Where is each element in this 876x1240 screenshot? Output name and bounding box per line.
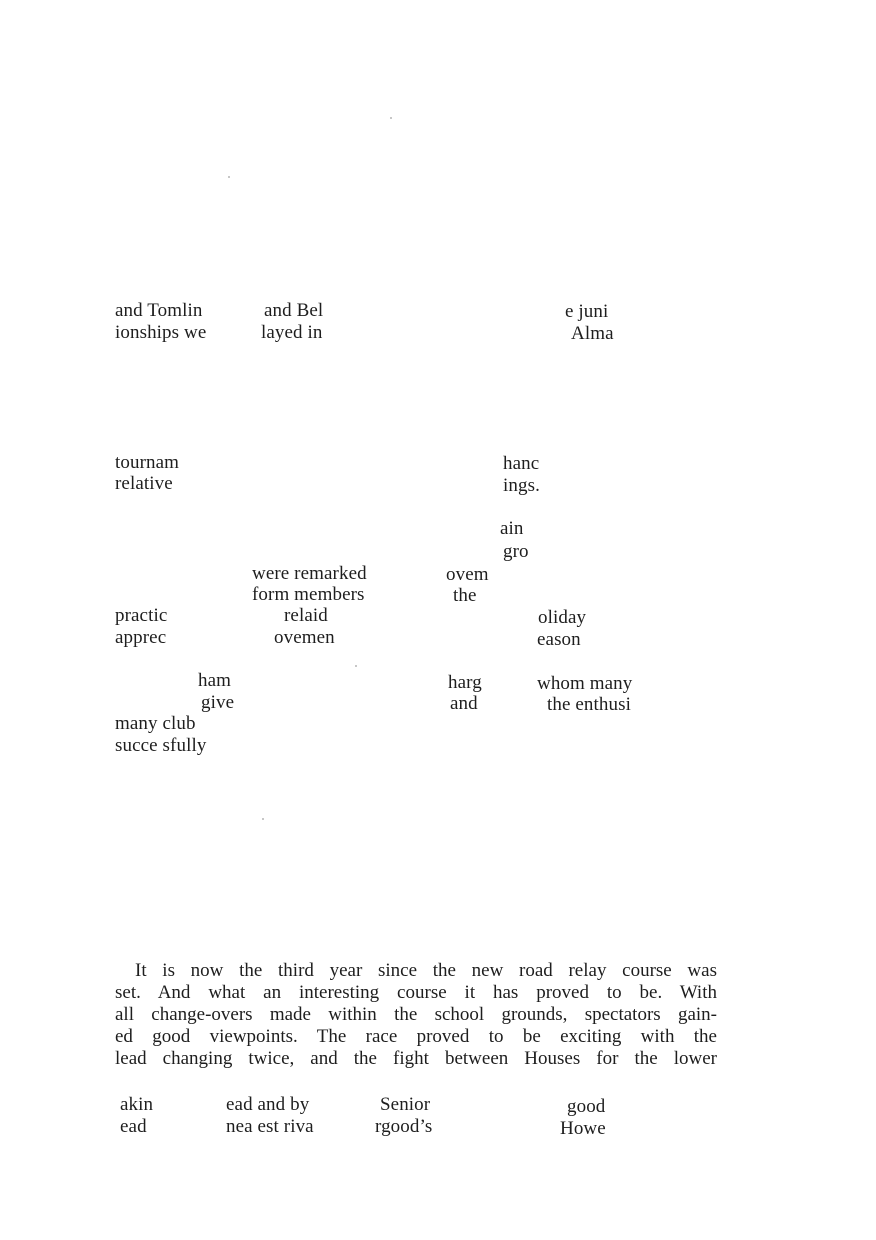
text-fragment: good	[567, 1096, 606, 1117]
text-fragment: gro	[503, 541, 529, 562]
text-fragment: ead	[120, 1116, 147, 1137]
text-fragment: akin	[120, 1094, 154, 1115]
text-fragment: e juni	[565, 301, 609, 322]
paragraph-line: all change-overs made within the school grounds, spectators gain-	[115, 1004, 717, 1025]
scan-speck	[262, 818, 264, 820]
text-fragment: many club	[115, 713, 196, 734]
paragraph-line: set. And what an interesting course it has proved to be. With	[115, 982, 717, 1003]
text-fragment: relaid	[284, 605, 328, 626]
text-fragment: Howe	[560, 1118, 606, 1139]
text-fragment: harg	[448, 672, 482, 693]
text-fragment: and Tomlin	[115, 300, 203, 321]
scan-speck	[390, 117, 392, 119]
text-fragment: give	[201, 692, 235, 713]
text-fragment: and Bel	[264, 300, 324, 321]
text-fragment: rgood’s	[375, 1116, 433, 1137]
text-fragment: ovemen	[274, 627, 335, 648]
scan-speck	[228, 176, 230, 178]
paragraph-line: ed good viewpoints. The race proved to be exciting with the	[115, 1026, 717, 1047]
text-fragment: whom many	[537, 673, 633, 694]
scan-speck	[355, 665, 357, 667]
text-fragment: succe sfully	[115, 735, 207, 756]
text-fragment: oliday	[538, 607, 587, 628]
text-fragment: Alma	[571, 323, 614, 344]
text-fragment: were remarked	[252, 563, 367, 584]
paragraph-line: lead changing twice, and the fight between Houses for the lower	[115, 1048, 717, 1069]
text-fragment: practic	[115, 605, 168, 626]
text-fragment: the	[453, 585, 477, 606]
text-fragment: layed in	[261, 322, 323, 343]
body-paragraph	[115, 960, 717, 1070]
text-fragment: form members	[252, 584, 365, 605]
paragraph-line: It is now the third year since the new road relay course was	[135, 960, 717, 981]
text-fragment: relative	[115, 473, 173, 494]
text-fragment: ovem	[446, 564, 489, 585]
text-fragment: nea est riva	[226, 1116, 314, 1137]
text-fragment: ham	[198, 670, 232, 691]
text-fragment: ead and by	[226, 1094, 310, 1115]
text-fragment: Senior	[380, 1094, 431, 1115]
text-fragment: the enthusi	[547, 694, 631, 715]
text-fragment: apprec	[115, 627, 167, 648]
text-fragment: ionships we	[115, 322, 207, 343]
text-fragment: ain	[500, 518, 524, 539]
text-fragment: eason	[537, 629, 581, 650]
text-fragment: ings.	[503, 475, 540, 496]
text-fragment: hanc	[503, 453, 540, 474]
text-fragment: and	[450, 693, 478, 714]
text-fragment: tournam	[115, 452, 180, 473]
